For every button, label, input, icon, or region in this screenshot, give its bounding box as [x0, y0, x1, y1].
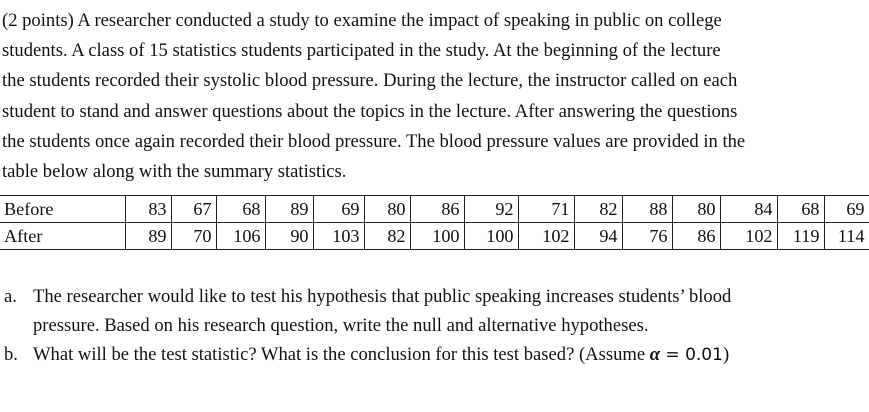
before-value: 92	[464, 196, 518, 223]
problem-line-2: students. A class of 15 statistics students participated in the study. At the beginning of the lecture	[2, 40, 721, 62]
problem-line-1: (2 points) A researcher conducted a study to examine the impact of speaking in public on college	[2, 10, 722, 31]
after-value: 102	[720, 223, 777, 250]
before-value: 89	[265, 196, 313, 223]
question-b-text	[33, 340, 869, 370]
after-value: 90	[265, 223, 313, 250]
question-b-close: )	[722, 344, 730, 365]
alpha-value: = 0.01	[660, 345, 723, 365]
after-value: 70	[171, 223, 216, 250]
row-label-after: After	[0, 223, 125, 250]
before-value: 68	[777, 196, 824, 223]
table-row-after	[0, 223, 869, 250]
question-b-body: What will be the test statistic? What is the conclusion for this test based? (Assume	[33, 344, 646, 365]
after-value: 89	[125, 223, 171, 250]
question-a-marker: a.	[4, 286, 17, 307]
after-value: 106	[216, 223, 265, 250]
problem-line-4: student to stand and answer questions about the topics in the lecture. After answering the questions	[2, 100, 738, 122]
before-value: 71	[518, 196, 574, 223]
after-value: 114	[824, 223, 869, 250]
before-value: 83	[125, 196, 171, 223]
blood-pressure-table	[0, 195, 869, 250]
question-b-line	[33, 340, 869, 370]
after-value: 103	[313, 223, 364, 250]
table-row-before	[0, 196, 869, 223]
after-value: 100	[464, 223, 518, 250]
problem-line-5: the students once again recorded their blood pressure. The blood pressure values are provided in the	[2, 130, 746, 152]
question-a-line-2: pressure. Based on his research question, write the null and alternative hypotheses.	[33, 315, 649, 336]
problem-line-6: table below along with the summary statistics.	[2, 161, 347, 183]
after-value: 82	[364, 223, 410, 250]
before-value: 84	[720, 196, 777, 223]
before-value: 80	[672, 196, 720, 223]
before-value: 86	[410, 196, 464, 223]
before-value: 88	[622, 196, 672, 223]
after-value: 119	[777, 223, 824, 250]
question-b	[4, 340, 869, 370]
question-list	[4, 282, 869, 370]
question-a-line-1: The researcher would like to test his hypothesis that public speaking increases students’ blood	[33, 286, 732, 307]
problem-line-3: the students recorded their systolic blood pressure. During the lecture, the instructor called on each	[2, 70, 738, 92]
before-value: 68	[216, 196, 265, 223]
after-value: 94	[574, 223, 622, 250]
alpha-symbol: α	[649, 344, 661, 365]
question-a	[4, 282, 869, 340]
before-value: 67	[171, 196, 216, 223]
before-value: 69	[313, 196, 364, 223]
before-value: 82	[574, 196, 622, 223]
question-b-marker: b.	[4, 344, 18, 365]
row-label-before: Before	[0, 196, 125, 223]
after-value: 100	[410, 223, 464, 250]
question-a-text	[33, 282, 869, 340]
after-value: 86	[672, 223, 720, 250]
after-value: 76	[622, 223, 672, 250]
after-value: 102	[518, 223, 574, 250]
before-value: 69	[824, 196, 869, 223]
before-value: 80	[364, 196, 410, 223]
problem-statement	[2, 6, 869, 187]
